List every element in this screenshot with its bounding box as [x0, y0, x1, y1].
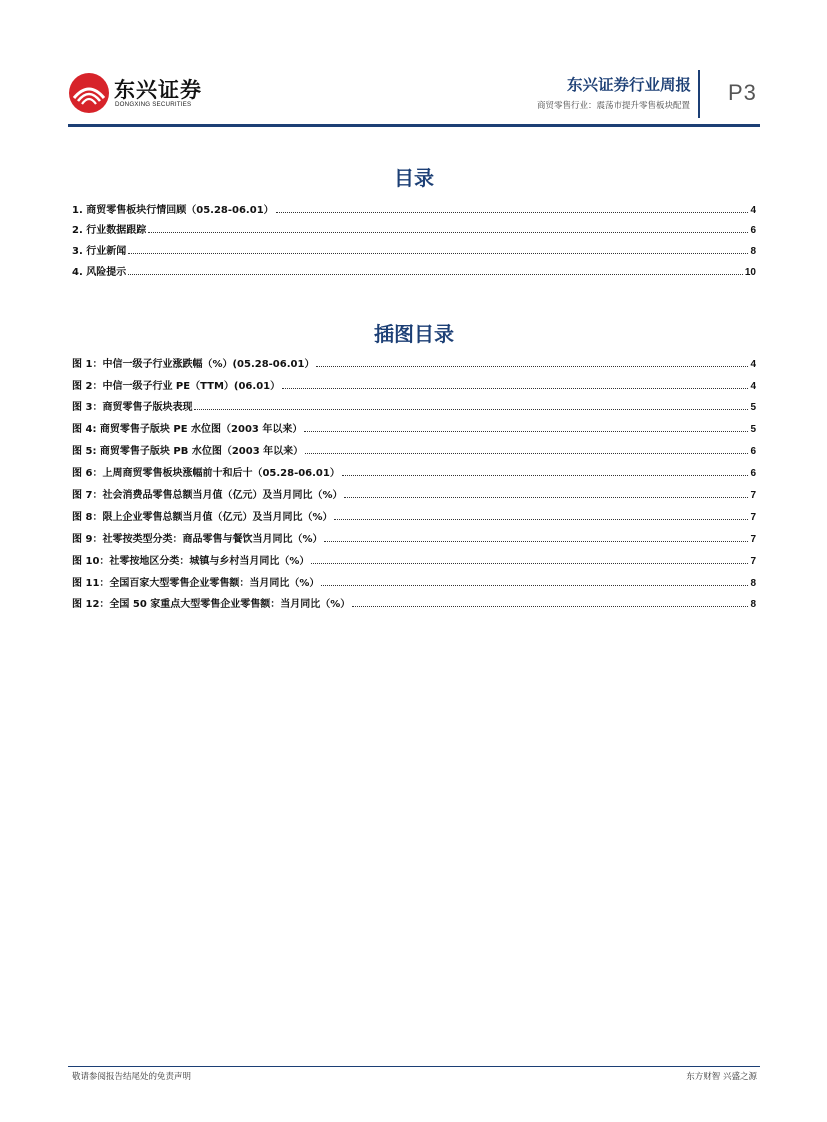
figure-entry-label: 图 3：商贸零售子版块表现 [72, 402, 193, 413]
logo-chinese-name: 东兴证券 [114, 78, 202, 102]
toc-entry-label: 2. 行业数据跟踪 [72, 225, 147, 236]
figure-entry-label: 图 5: 商贸零售子版块 PB 水位图（2003 年以来） [72, 446, 304, 457]
dot-leader [304, 430, 748, 432]
dot-leader [282, 387, 748, 389]
toc-entry[interactable] [72, 200, 756, 216]
figure-entry-label: 图 10：社零按地区分类：城镇与乡村当月同比（%） [72, 556, 310, 567]
figure-entry[interactable] [72, 507, 756, 523]
report-title: 东兴证券行业周报 [566, 76, 691, 94]
figure-entry-label: 图 8：限上企业零售总额当月值（亿元）及当月同比（%） [72, 512, 333, 523]
dot-leader [344, 496, 748, 498]
figure-entry-label: 图 1：中信一级子行业涨跌幅（%）(05.28-06.01） [72, 359, 315, 370]
figure-entry[interactable] [72, 419, 756, 435]
figure-entry-page: 7 [750, 490, 756, 501]
figure-entry-page: 7 [750, 534, 756, 545]
figure-entry-page: 8 [750, 599, 756, 610]
figure-entry-page: 4 [750, 381, 756, 392]
toc-entry-label: 1. 商贸零售板块行情回顾（05.28-06.01） [72, 205, 274, 216]
figure-entry-label: 图 6：上周商贸零售板块涨幅前十和后十（05.28-06.01） [72, 468, 340, 479]
figure-entry[interactable] [72, 397, 756, 413]
dot-leader [342, 474, 749, 476]
header-rule [68, 124, 760, 127]
figure-entry-page: 5 [750, 402, 756, 413]
dot-leader [305, 452, 748, 454]
figure-entry[interactable] [72, 573, 756, 589]
figure-entry[interactable] [72, 354, 756, 370]
header-divider [698, 70, 700, 118]
figure-entry-label: 图 2：中信一级子行业 PE（TTM）(06.01） [72, 381, 281, 392]
dot-leader [321, 584, 748, 586]
figure-entry-page: 8 [750, 578, 756, 589]
figure-entry[interactable] [72, 485, 756, 501]
dot-leader [276, 211, 749, 213]
dot-leader [194, 408, 748, 410]
toc-entry-page: 8 [750, 246, 756, 257]
toc-entry[interactable] [72, 241, 756, 257]
toc-entry-page: 10 [744, 267, 756, 278]
toc-entry-page: 4 [750, 205, 756, 216]
figure-entry-page: 4 [750, 359, 756, 370]
figure-entry-page: 7 [750, 512, 756, 523]
figure-entry[interactable] [72, 441, 756, 457]
figure-entry[interactable] [72, 551, 756, 567]
figure-entry-page: 5 [750, 424, 756, 435]
dot-leader [128, 273, 743, 275]
dot-leader [334, 518, 748, 520]
figure-entry-page: 7 [750, 556, 756, 567]
figure-entry[interactable] [72, 594, 756, 610]
figure-entry-label: 图 9：社零按类型分类：商品零售与餐饮当月同比（%） [72, 534, 323, 545]
figure-entry-label: 图 12：全国 50 家重点大型零售企业零售额：当月同比（%） [72, 599, 351, 610]
logo-english-name: DONGXING SECURITIES [115, 101, 192, 108]
company-logo [68, 72, 208, 116]
figure-entry[interactable] [72, 529, 756, 545]
report-subtitle: 商贸零售行业：震荡市提升零售板块配置 [536, 101, 690, 111]
toc-entry[interactable] [72, 220, 756, 236]
page-number: P3 [728, 80, 757, 105]
toc-heading: 目录 [394, 166, 434, 190]
footer-rule [68, 1066, 760, 1067]
figure-entry-label: 图 7：社会消费品零售总额当月值（亿元）及当月同比（%） [72, 490, 343, 501]
dot-leader [148, 231, 748, 233]
toc-entry-label: 4. 风险提示 [72, 267, 127, 278]
figure-entry-label: 图 11：全国百家大型零售企业零售额：当月同比（%） [72, 578, 320, 589]
dot-leader [311, 562, 748, 564]
toc-entry-page: 6 [750, 225, 756, 236]
toc-entry-label: 3. 行业新闻 [72, 246, 127, 257]
figure-entry-page: 6 [750, 468, 756, 479]
figure-entry[interactable] [72, 463, 756, 479]
figure-entry-label: 图 4: 商贸零售子版块 PE 水位图（2003 年以来） [72, 424, 303, 435]
dongxing-logo-icon [68, 72, 110, 114]
dot-leader [316, 365, 748, 367]
footer-slogan: 东方财智 兴盛之源 [686, 1072, 757, 1082]
dot-leader [352, 605, 748, 607]
dot-leader [324, 540, 748, 542]
figures-heading: 插图目录 [374, 322, 454, 346]
dot-leader [128, 252, 748, 254]
figure-entry-page: 6 [750, 446, 756, 457]
figure-entry[interactable] [72, 376, 756, 392]
toc-entry[interactable] [72, 262, 756, 278]
footer-disclaimer-note: 敬请参阅报告结尾处的免责声明 [72, 1072, 192, 1082]
